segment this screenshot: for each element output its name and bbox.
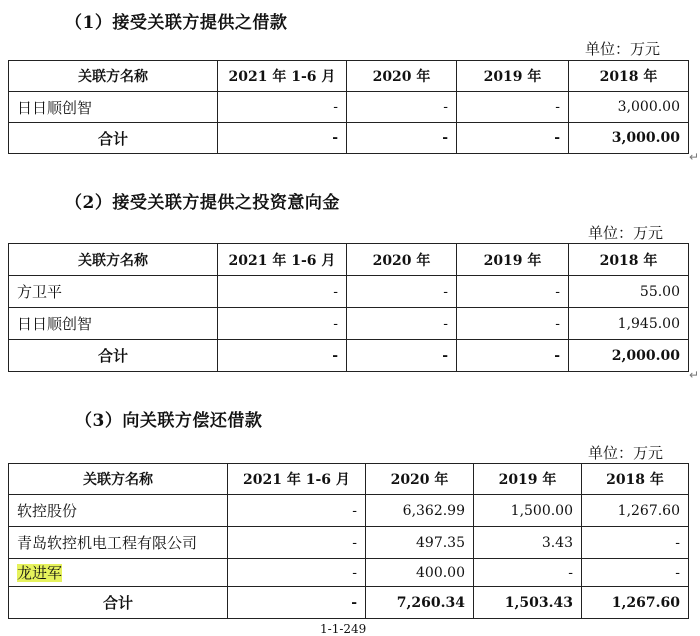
table-cell: 497.35 — [366, 527, 474, 559]
table-cell: - — [218, 92, 347, 123]
table-cell: 软控股份 — [9, 495, 228, 527]
paragraph-return-mark: ↵ — [689, 368, 700, 382]
table-cell: - — [457, 340, 569, 372]
table-cell: 1,500.00 — [474, 495, 582, 527]
table-cell: 1,267.60 — [582, 495, 689, 527]
table-cell: - — [347, 276, 457, 308]
table-row — [9, 92, 689, 123]
table-cell: - — [457, 276, 569, 308]
page-number: 1-1-249 — [320, 622, 367, 636]
table-cell: 方卫平 — [9, 276, 218, 308]
section1-unit: 单位：万元 — [585, 40, 661, 58]
table-cell: - — [218, 308, 347, 340]
table-cell: - — [228, 527, 366, 559]
table-row — [9, 495, 689, 527]
table-cell: - — [218, 276, 347, 308]
table-cell: - — [347, 92, 457, 123]
table-cell: - — [457, 92, 569, 123]
table-header-row — [9, 464, 689, 495]
table-row — [9, 308, 689, 340]
highlighted-name: 龙进军 — [17, 564, 63, 582]
table-cell: - — [347, 340, 457, 372]
table-cell — [9, 559, 228, 587]
table-cell: - — [474, 559, 582, 587]
section2-unit: 单位：万元 — [588, 224, 664, 242]
column-header: 2020 年 — [366, 464, 474, 495]
table-header-row — [9, 244, 689, 276]
column-header: 2021 年 1-6 月 — [218, 244, 347, 276]
section2-table — [8, 243, 689, 372]
column-header: 关联方名称 — [9, 244, 218, 276]
table-cell: 1,267.60 — [582, 587, 689, 619]
table-cell: - — [228, 495, 366, 527]
table-cell: - — [582, 559, 689, 587]
table-cell: 1,503.43 — [474, 587, 582, 619]
column-header: 2018 年 — [569, 244, 689, 276]
column-header: 2019 年 — [457, 61, 569, 92]
column-header: 关联方名称 — [9, 61, 218, 92]
table-cell: - — [457, 308, 569, 340]
section3-unit: 单位：万元 — [588, 444, 664, 462]
table-cell: - — [347, 123, 457, 154]
table-row — [9, 527, 689, 559]
table-cell: 3.43 — [474, 527, 582, 559]
column-header: 2019 年 — [457, 244, 569, 276]
table-cell: 55.00 — [569, 276, 689, 308]
table-header-row — [9, 61, 689, 92]
table-row — [9, 276, 689, 308]
total-row — [9, 123, 689, 154]
table-cell: 合计 — [9, 587, 228, 619]
column-header: 2021 年 1-6 月 — [218, 61, 347, 92]
table-cell: 1,945.00 — [569, 308, 689, 340]
table-cell: 7,260.34 — [366, 587, 474, 619]
table-cell: 合计 — [9, 123, 218, 154]
table-cell: - — [228, 559, 366, 587]
table-cell: 2,000.00 — [569, 340, 689, 372]
total-row — [9, 340, 689, 372]
table-cell: - — [457, 123, 569, 154]
table-cell: 青岛软控机电工程有限公司 — [9, 527, 228, 559]
column-header: 关联方名称 — [9, 464, 228, 495]
column-header: 2021 年 1-6 月 — [228, 464, 366, 495]
section3-table — [8, 463, 689, 619]
table-cell: - — [582, 527, 689, 559]
table-cell: 日日顺创智 — [9, 308, 218, 340]
section1-table — [8, 60, 689, 154]
table-cell: - — [218, 123, 347, 154]
table-cell: 合计 — [9, 340, 218, 372]
table-row — [9, 559, 689, 587]
column-header: 2020 年 — [347, 244, 457, 276]
column-header: 2018 年 — [569, 61, 689, 92]
table-cell: - — [347, 308, 457, 340]
table-cell: 日日顺创智 — [9, 92, 218, 123]
column-header: 2018 年 — [582, 464, 689, 495]
total-row — [9, 587, 689, 619]
table-cell: 6,362.99 — [366, 495, 474, 527]
section3-heading: （3）向关联方偿还借款 — [75, 411, 263, 431]
section2-heading: （2）接受关联方提供之投资意向金 — [65, 193, 340, 213]
column-header: 2019 年 — [474, 464, 582, 495]
table-cell: - — [228, 587, 366, 619]
paragraph-return-mark: ↵ — [689, 150, 700, 164]
column-header: 2020 年 — [347, 61, 457, 92]
table-cell: 400.00 — [366, 559, 474, 587]
table-cell: 3,000.00 — [569, 92, 689, 123]
section1-heading: （1）接受关联方提供之借款 — [65, 13, 288, 33]
table-cell: 3,000.00 — [569, 123, 689, 154]
table-cell: - — [218, 340, 347, 372]
